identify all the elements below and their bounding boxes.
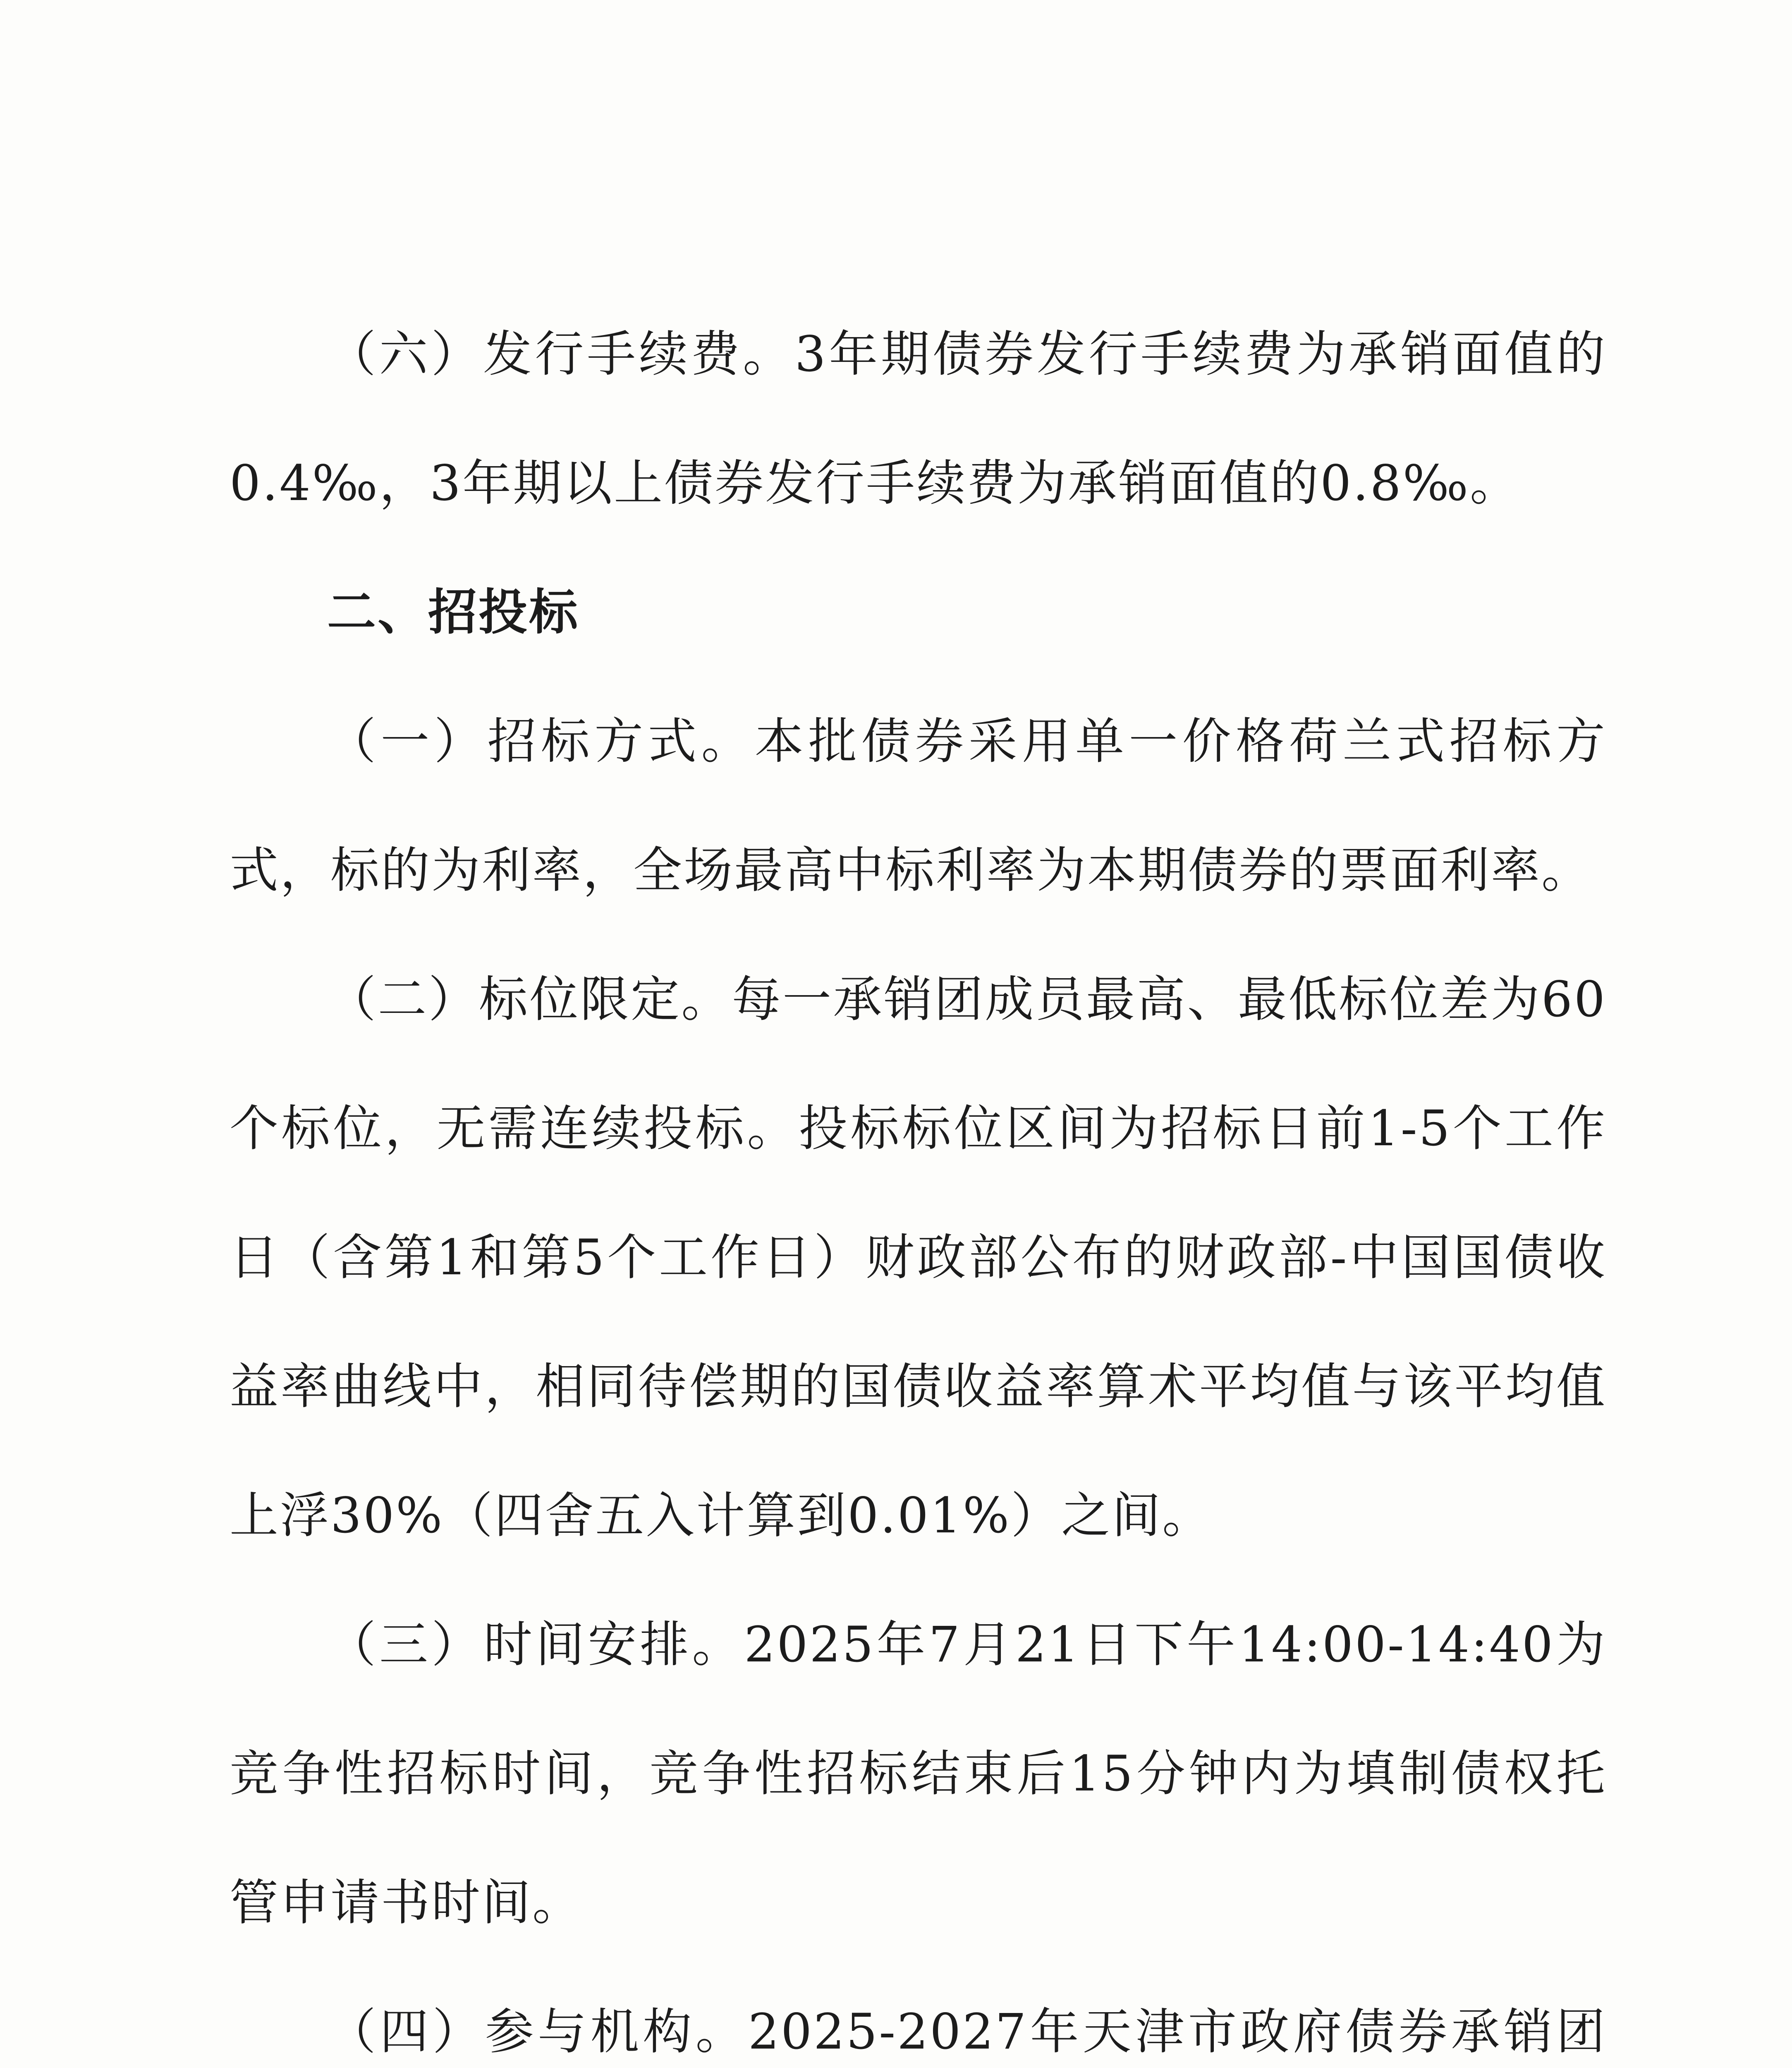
heading-bidding: 二、招投标 xyxy=(327,584,580,641)
paragraph-bidding-method: （一）招标方式。本批债券采用单一价格荷兰式招标方式，标的为利率，全场最高中标利率为本期债券的票面利率。 xyxy=(230,713,1607,899)
paragraph-schedule: （三）时间安排。2025年7月21日下午14:00-14:40为竞争性招标时间，竞争性招标结束后15分钟内为填制债权托管申请书时间。 xyxy=(230,1616,1607,1931)
document-body xyxy=(230,290,1607,2068)
paragraph-bid-range: （二）标位限定。每一承销团成员最高、最低标位差为60个标位，无需连续投标。投标标位区间为招标日前1-5个工作日（含第1和第5个工作日）财政部公布的财政部-中国国债收益率曲线中，相同待偿期的国债收益率算术平均值与该平均值上浮30%（四舍五入计算到0.01%）之间。 xyxy=(230,971,1607,1544)
paragraph-issuance-fee: （六）发行手续费。3年期债券发行手续费为承销面值的0.4‰，3年期以上债券发行手续费为承销面值的0.8‰。 xyxy=(230,326,1607,512)
paragraph-participants: （四）参与机构。2025-2027年天津市政府债券承销团 xyxy=(327,2003,1607,2060)
